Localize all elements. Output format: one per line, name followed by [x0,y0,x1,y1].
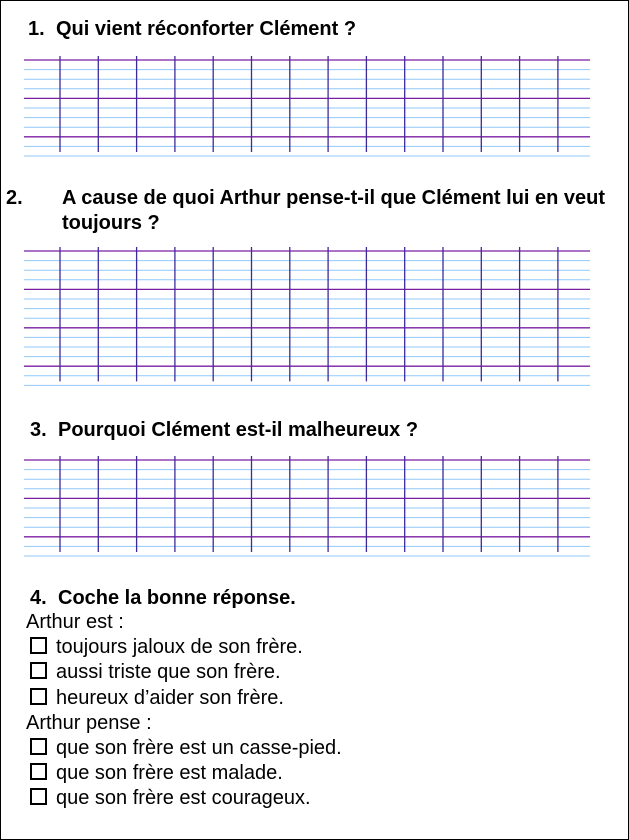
option-2-2[interactable]: que son frère est malade. [26,761,342,786]
option-2-3[interactable]: que son frère est courageux. [26,786,342,811]
option-1-2[interactable]: aussi triste que son frère. [26,660,342,685]
option-2-1[interactable]: que son frère est un casse-pied. [26,736,342,761]
checkbox[interactable] [30,788,47,805]
checkbox[interactable] [30,662,47,679]
option-1-1[interactable]: toujours jaloux de son frère. [26,635,342,660]
checkbox[interactable] [30,688,47,705]
answer-grid-3[interactable] [24,456,590,560]
checkbox[interactable] [30,738,47,755]
question-1: 1. Qui vient réconforter Clément ? [28,18,357,40]
option-1-3[interactable]: heureux d’aider son frère. [26,686,342,711]
checkbox[interactable] [30,637,47,654]
checkbox[interactable] [30,763,47,780]
label-arthur-est: Arthur est : [26,611,124,633]
question-2: 2. A cause de quoi Arthur pense-t-il que Clément lui en veut toujours ? [6,187,606,234]
answer-grid-2[interactable] [24,247,590,391]
answer-grid-1[interactable] [24,56,590,160]
question-3: 3. Pourquoi Clément est-il malheureux ? [30,419,419,441]
question-4: 4. Coche la bonne réponse. [30,587,296,609]
label-arthur-pense: Arthur pense : [26,711,152,734]
answer-options [26,610,342,812]
